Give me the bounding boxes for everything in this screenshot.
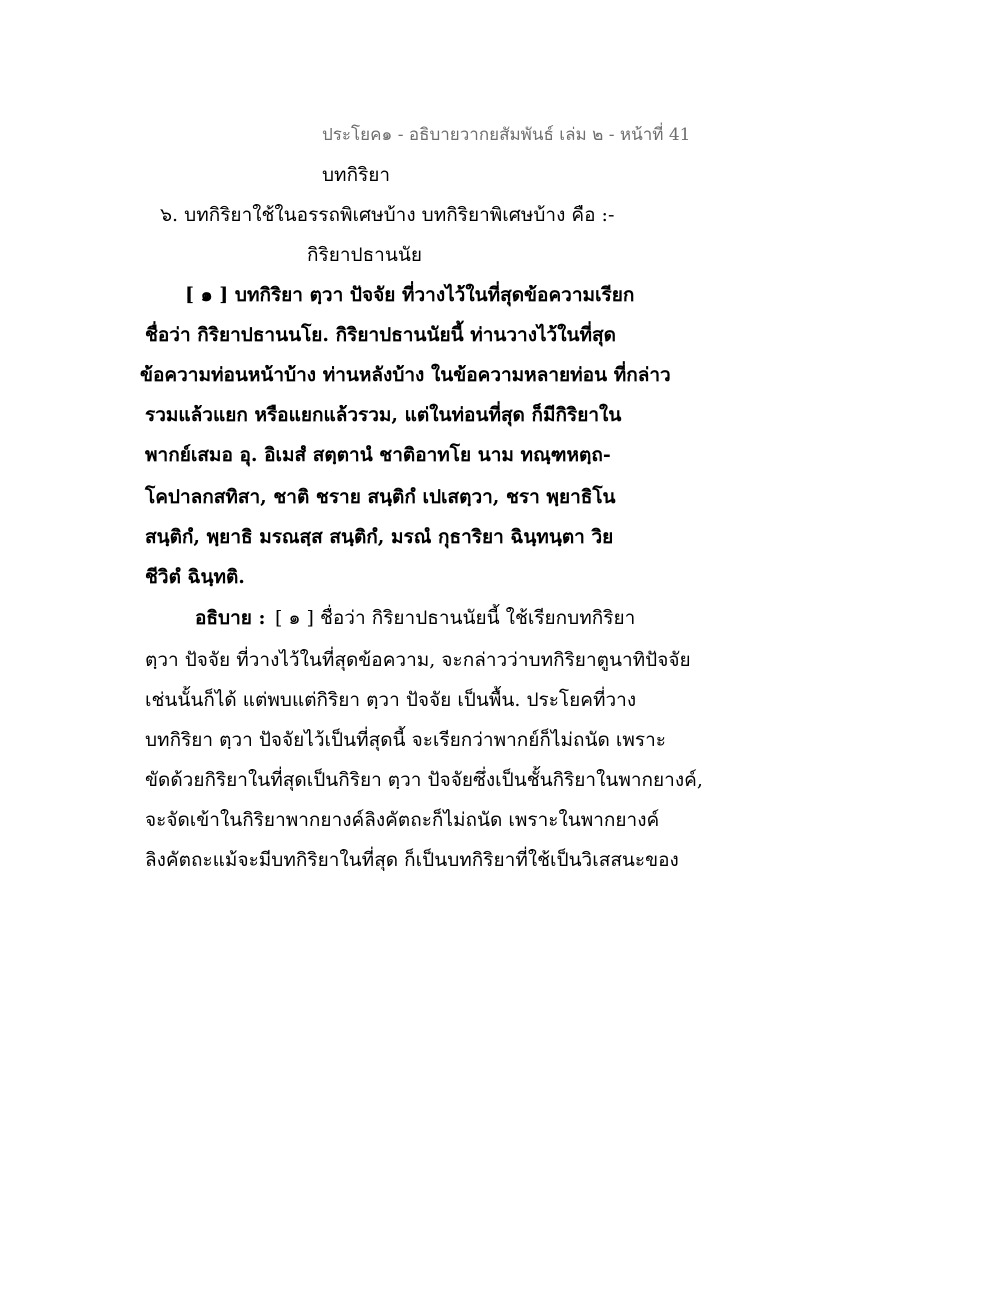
explanation-line: ตฺวา ปัจจัย ที่วางไว้ในที่สุดข้อความ, จะกล่าวว่าบทกิริยาตูนาทิปัจจัย bbox=[145, 649, 691, 671]
rule-line: ชื่อว่า กิริยาปธานนโย. กิริยาปธานนัยนี้ ท่านวางไว้ในที่สุด bbox=[145, 324, 616, 346]
explanation-label: อธิบาย : bbox=[195, 607, 266, 629]
item-heading: ๖. บทกิริยาใช้ในอรรถพิเศษบ้าง บทกิริยาพิเศษบ้าง คือ :- bbox=[160, 204, 615, 226]
rule-line: ชีวิตํ ฉินฺทติ. bbox=[145, 566, 245, 588]
rule-line: สนฺติกํ, พฺยาธิ มรณสฺส สนฺติกํ, มรณํ กุธาริยา ฉินฺทนฺตา วิย bbox=[145, 526, 614, 548]
explanation-line: จะจัดเข้าในกิริยาพากยางค์ลิงคัตถะก็ไม่ถนัด เพราะในพากยางค์ bbox=[145, 809, 660, 831]
explanation-line: ลิงคัตถะแม้จะมีบทกิริยาในที่สุด ก็เป็นบทกิริยาที่ใช้เป็นวิเสสนะของ bbox=[145, 849, 679, 871]
section-title: บทกิริยา bbox=[322, 164, 391, 186]
rule-line: [ ๑ ] บทกิริยา ตฺวา ปัจจัย ที่วางไว้ในที่สุดข้อความเรียก bbox=[185, 284, 635, 306]
page-header: ประโยค๑ - อธิบายวากยสัมพันธ์ เล่ม ๒ - หน้าที่ 41 bbox=[322, 125, 691, 145]
rule-line: รวมแล้วแยก หรือแยกแล้วรวม, แต่ในท่อนที่สุด ก็มีกิริยาใน bbox=[145, 404, 622, 426]
explanation-line: [ ๑ ] ชื่อว่า กิริยาปธานนัยนี้ ใช้เรียกบทกิริยา bbox=[275, 607, 636, 629]
explanation-line: บทกิริยา ตฺวา ปัจจัยไว้เป็นที่สุดนี้ จะเรียกว่าพากย์ก็ไม่ถนัด เพราะ bbox=[145, 729, 666, 751]
rule-line: พากย์เสมอ อุ. อิเมสํ สตฺตานํ ชาติอาทโย นาม ทณฺฑหตฺถ- bbox=[145, 444, 611, 466]
rule-line: โคปาลกสทิสา, ชาติ ชราย สนฺติกํ เปเสตฺวา, ชรา พฺยาธิโน bbox=[145, 486, 616, 508]
subheading: กิริยาปธานนัย bbox=[307, 244, 422, 266]
rule-line: ข้อความท่อนหน้าบ้าง ท่านหลังบ้าง ในข้อความหลายท่อน ที่กล่าว bbox=[140, 364, 671, 386]
explanation-line: เช่นนั้นก็ได้ แต่พบแต่กิริยา ตฺวา ปัจจัย เป็นพื้น. ประโยคที่วาง bbox=[145, 689, 637, 711]
explanation-line: ขัดด้วยกิริยาในที่สุดเป็นกิริยา ตฺวา ปัจจัยซึ่งเป็นชั้นกิริยาในพากยางค์, bbox=[145, 769, 703, 791]
